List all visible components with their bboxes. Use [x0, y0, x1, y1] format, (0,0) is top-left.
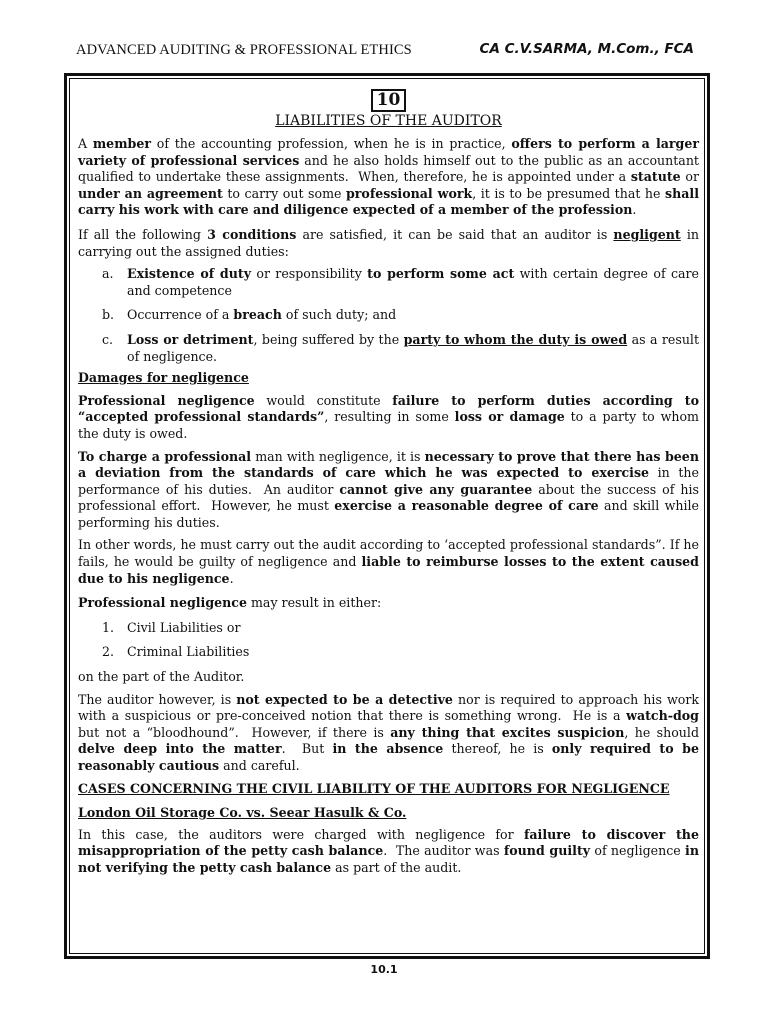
- chapter-number-box: [78, 89, 699, 110]
- list-item: b. Occurrence of a breach of such duty; and: [102, 307, 397, 323]
- list-item: c. Loss or detriment, being suffered by the party to whom the duty is owed as a result of negligence.: [102, 331, 700, 364]
- paragraph-may-result: Professional negligence may result in either:: [78, 595, 382, 611]
- chapter-number: 10: [371, 89, 407, 112]
- paragraph-on-part: on the part of the Auditor.: [78, 669, 245, 685]
- page-border: [64, 73, 710, 959]
- paragraph-case-london-oil: In this case, the auditors were charged with negligence for failure to discover the misappropriation of the petty cash balance. The auditor was found guilty of negligence in not verifying the petty cash balance as part of the audit.: [78, 826, 699, 875]
- list-item: 2. Criminal Liabilities: [102, 644, 250, 660]
- paragraph-professional-negligence: Professional negligence would constitute failure to perform duties according to “accepted professional standards”, resulting in some loss or damage to a party to whom the duty is owed.: [78, 392, 699, 441]
- page-number: 10.1: [370, 963, 398, 976]
- paragraph-conditions: If all the following 3 conditions are satisfied, it can be said that an auditor is negligent in carrying out the assigned duties:: [78, 226, 699, 259]
- paragraph-charge: To charge a professional man with negligence, it is necessary to prove that there has been a deviation from the standards of care which he was expected to exercise in the performance of his duties. An auditor cannot give any guarantee about the success of his professional effort. However, he must exercise a reasonable degree of care and skill while performing his duties.: [78, 448, 699, 530]
- list-item: 1. Civil Liabilities or: [102, 619, 241, 635]
- conditions-list: [78, 266, 699, 365]
- heading-cases: CASES CONCERNING THE CIVIL LIABILITY OF THE AUDITORS FOR NEGLIGENCE: [78, 780, 670, 796]
- liabilities-list: [78, 620, 699, 661]
- paragraph-watchdog: The auditor however, is not expected to be a detective nor is required to approach his work with a suspicious or pre-conceived notion that there is something wrong. He is a watch-dog but not a “bloodhound”. However, if there is any thing that excites suspicion, he should delve deep into the matter. But in the absence thereof, he is only required to be reasonably cautious and careful.: [78, 691, 700, 773]
- chapter-title: LIABILITIES OF THE AUDITOR: [275, 113, 502, 129]
- paragraph-intro: A member of the accounting profession, when he is in practice, offers to perform a larger variety of professional services and he also holds himself out to the public as an accountant qualified to undertake these assignments. When, therefore, he is appointed under a statute or under an agreement to carry out some professional work, it is to be presumed that he shall carry his work with care and diligence expected of a member of the profession.: [78, 136, 700, 218]
- heading-damages: Damages for negligence: [78, 370, 249, 386]
- running-header-title: ADVANCED AUDITING & PROFESSIONAL ETHICS: [76, 42, 412, 58]
- heading-case-london-oil: London Oil Storage Co. vs. Seear Hasulk & Co.: [78, 805, 407, 821]
- paragraph-other-words: In other words, he must carry out the audit according to ‘accepted professional standards”. If he fails, he would be guilty of negligence and liable to reimburse losses to the extent caused due to his negligence.: [78, 537, 699, 586]
- page-content: [69, 78, 705, 954]
- list-item: a. Existence of duty or responsibility to perform some act with certain degree of care and competence: [102, 266, 699, 298]
- running-header-author: CA C.V.SARMA, M.Com., FCA: [479, 41, 694, 57]
